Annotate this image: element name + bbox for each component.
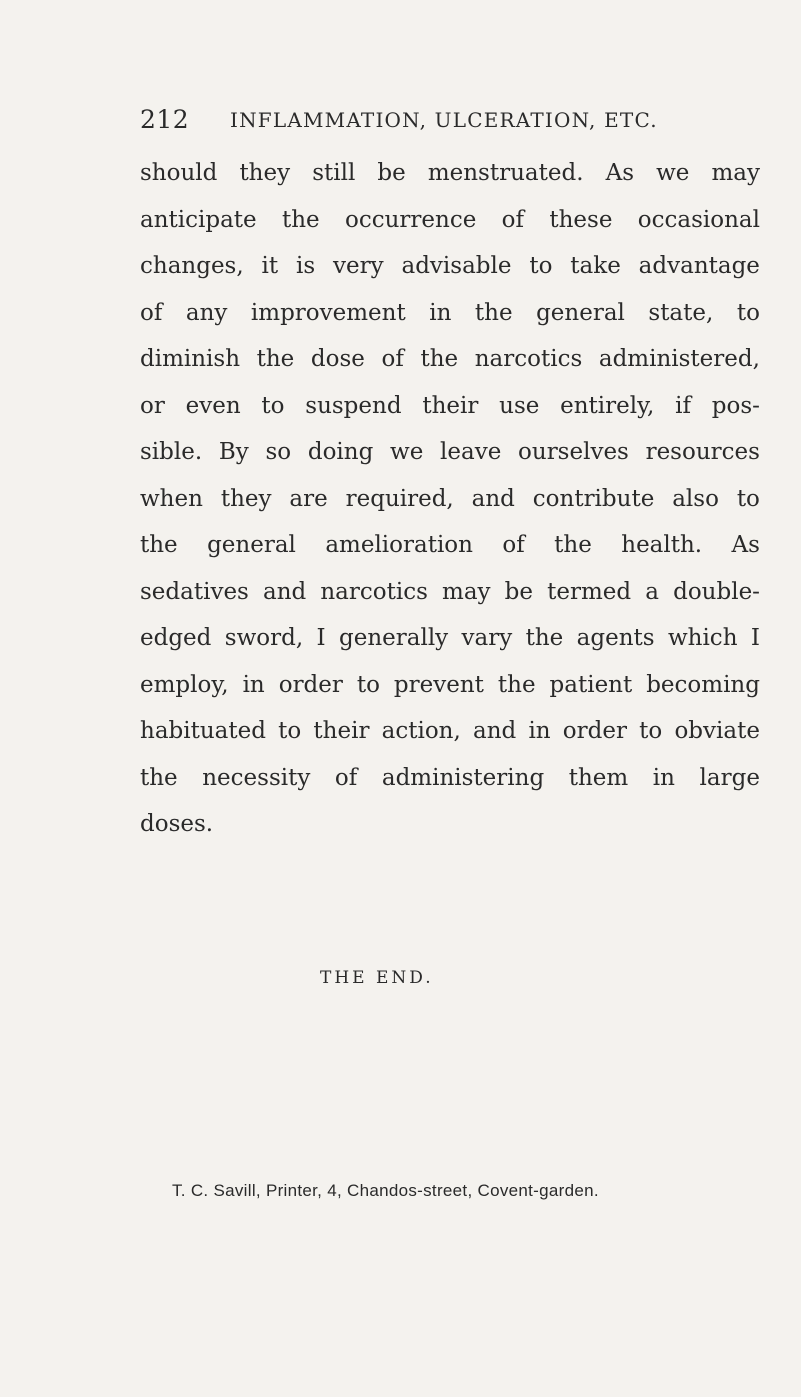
word: diminish — [140, 346, 241, 372]
word: agents — [576, 625, 655, 651]
word: a — [645, 578, 659, 605]
word: becoming — [646, 671, 760, 698]
word: be — [504, 578, 534, 605]
word: necessity — [202, 764, 311, 791]
word: patient — [549, 671, 633, 698]
text-line — [140, 522, 760, 569]
word: to — [278, 718, 302, 744]
word: sible. — [140, 439, 203, 465]
word: of — [334, 764, 358, 791]
word: the — [140, 532, 178, 558]
running-head — [140, 105, 760, 139]
word: should — [140, 160, 218, 186]
word: they — [220, 485, 272, 512]
body-text — [140, 150, 760, 848]
word: their — [422, 392, 479, 419]
text-line — [140, 755, 760, 802]
word: pos- — [711, 392, 760, 419]
word: even — [185, 392, 241, 419]
word: advisable — [401, 253, 512, 279]
word: changes, — [140, 253, 244, 279]
text-line — [140, 662, 760, 709]
word: in — [429, 299, 452, 326]
word: to — [529, 253, 553, 279]
word: and — [473, 718, 517, 744]
word: of — [381, 346, 404, 372]
word: administered, — [598, 346, 760, 372]
word: anticipate — [140, 206, 257, 233]
word: of — [501, 206, 525, 233]
text-line — [140, 150, 760, 197]
word: may — [711, 160, 760, 186]
word: the — [554, 532, 592, 558]
the-end-mark: THE END. — [320, 968, 434, 988]
word: also — [672, 485, 719, 512]
word: are — [289, 485, 328, 512]
word: of — [140, 299, 163, 326]
page-number: 212 — [140, 105, 190, 134]
word: dose — [310, 346, 365, 372]
word: order — [562, 718, 627, 744]
word: them — [568, 764, 629, 791]
text-line — [140, 197, 760, 244]
word: obviate — [674, 718, 760, 744]
word: advantage — [638, 253, 760, 279]
word: By — [218, 439, 249, 465]
word: contribute — [532, 485, 655, 512]
word: entirely, — [560, 392, 655, 419]
word: to — [356, 671, 380, 698]
word: the — [420, 346, 459, 372]
text-line — [140, 569, 760, 616]
chapter-title: INFLAMMATION, ULCERATION, ETC. — [230, 108, 658, 132]
word: use — [499, 392, 540, 419]
word: which — [667, 625, 738, 651]
word: they — [239, 160, 291, 186]
word: termed — [547, 578, 632, 605]
word: occasional — [637, 206, 760, 233]
word: vary — [461, 625, 513, 651]
word: doing — [307, 439, 374, 465]
word: prevent — [393, 671, 484, 698]
text-line — [140, 336, 760, 383]
word: suspend — [305, 392, 402, 419]
word: resources — [645, 439, 760, 465]
text-line — [140, 708, 760, 755]
word: action, — [381, 718, 461, 744]
word: to — [639, 718, 663, 744]
word: the — [281, 206, 320, 233]
word: of — [502, 532, 525, 558]
word: the — [256, 346, 295, 372]
word: edged — [140, 625, 212, 651]
word: double- — [673, 578, 760, 605]
word: doses. — [140, 811, 214, 837]
word: it — [261, 253, 279, 279]
word: is — [296, 253, 316, 279]
word: administering — [381, 764, 545, 791]
word: if — [675, 392, 692, 419]
printer-imprint: T. C. Savill, Printer, 4, Chandos-street, Covent-garden. — [172, 1181, 599, 1200]
text-line — [140, 243, 760, 290]
word: when — [140, 485, 203, 512]
word: ourselves — [518, 439, 629, 465]
word: narcotics — [320, 578, 428, 605]
word: in — [652, 764, 675, 791]
word: take — [570, 253, 621, 279]
word: As — [731, 532, 760, 558]
word: their — [313, 718, 370, 744]
word: these — [549, 206, 613, 233]
word: state, — [648, 299, 714, 326]
word: to — [736, 485, 760, 512]
word: health. — [621, 532, 703, 558]
word: sword, — [224, 625, 304, 651]
word: general — [207, 532, 296, 558]
word: to — [736, 299, 760, 326]
text-line — [140, 383, 760, 430]
word: I — [316, 625, 326, 651]
word: leave — [440, 439, 502, 465]
text-line — [140, 429, 760, 476]
word: sedatives — [140, 578, 249, 605]
word: required, — [345, 485, 454, 512]
word: and — [471, 485, 515, 512]
word: employ, — [140, 671, 229, 698]
word: amelioration — [325, 532, 473, 558]
word: in — [528, 718, 551, 744]
text-line — [140, 476, 760, 523]
word: order — [278, 671, 343, 698]
word: we — [656, 160, 690, 186]
word: occurrence — [344, 206, 477, 233]
word: may — [442, 578, 491, 605]
word: large — [699, 764, 760, 791]
word: still — [312, 160, 356, 186]
word: habituated — [140, 718, 266, 744]
word: the — [525, 625, 564, 651]
word: or — [140, 392, 165, 419]
word: to — [261, 392, 285, 419]
text-line — [140, 615, 760, 662]
word: so — [265, 439, 292, 465]
word: we — [390, 439, 424, 465]
word: I — [750, 625, 760, 651]
word: the — [140, 764, 178, 791]
word: menstruated. — [427, 160, 584, 186]
word: the — [497, 671, 536, 698]
word: As — [605, 160, 635, 186]
word: general — [536, 299, 625, 326]
word: very — [333, 253, 384, 279]
word: improvement — [250, 299, 406, 326]
word: narcotics — [474, 346, 583, 372]
word: in — [242, 671, 265, 698]
text-line — [140, 801, 760, 848]
word: any — [185, 299, 228, 326]
word: the — [474, 299, 513, 326]
word: generally — [339, 625, 449, 651]
text-line — [140, 290, 760, 337]
word: be — [377, 160, 406, 186]
word: and — [262, 578, 307, 605]
